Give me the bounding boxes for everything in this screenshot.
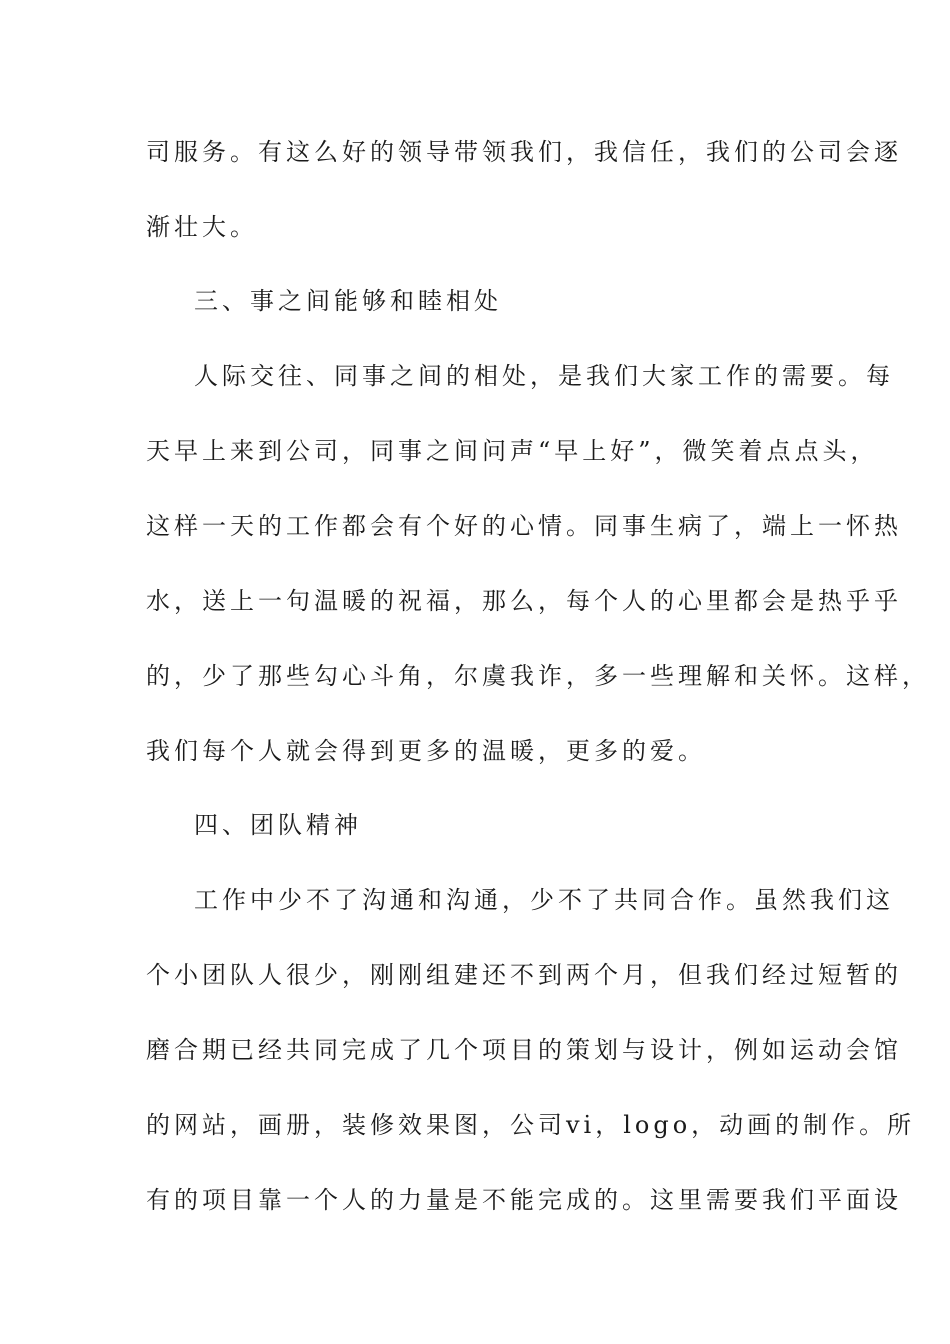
paragraph-line: 这样一天的工作都会有个好的心情。同事生病了，端上一怀热 (146, 512, 902, 540)
paragraph-line: 我们每个人就会得到更多的温暖，更多的爱。 (146, 737, 706, 765)
paragraph-line: 司服务。有这么好的领导带领我们，我信任，我们的公司会逐 (146, 138, 902, 166)
section-heading: 三、事之间能够和睦相处 (194, 287, 502, 315)
paragraph-line: 的，少了那些勾心斗角，尔虞我诈，多一些理解和关怀。这样， (146, 662, 930, 690)
paragraph-line: 有的项目靠一个人的力量是不能完成的。这里需要我们平面设 (146, 1186, 902, 1214)
paragraph-line: 人际交往、同事之间的相处，是我们大家工作的需要。每 (194, 362, 894, 390)
paragraph-line: 的网站，画册，装修效果图，公司vi，logo，动画的制作。所 (146, 1111, 916, 1139)
paragraph-line: 渐壮大。 (146, 213, 258, 241)
paragraph-line: 天早上来到公司，同事之间问声“早上好”，微笑着点点头， (146, 437, 879, 465)
paragraph-line: 水，送上一句温暖的祝福，那么，每个人的心里都会是热乎乎 (146, 587, 902, 615)
paragraph-line: 个小团队人很少，刚刚组建还不到两个月，但我们经过短暂的 (146, 961, 902, 989)
section-heading: 四、团队精神 (194, 811, 362, 839)
paragraph-line: 磨合期已经共同完成了几个项目的策划与设计，例如运动会馆 (146, 1036, 902, 1064)
paragraph-line: 工作中少不了沟通和沟通，少不了共同合作。虽然我们这 (194, 886, 894, 914)
